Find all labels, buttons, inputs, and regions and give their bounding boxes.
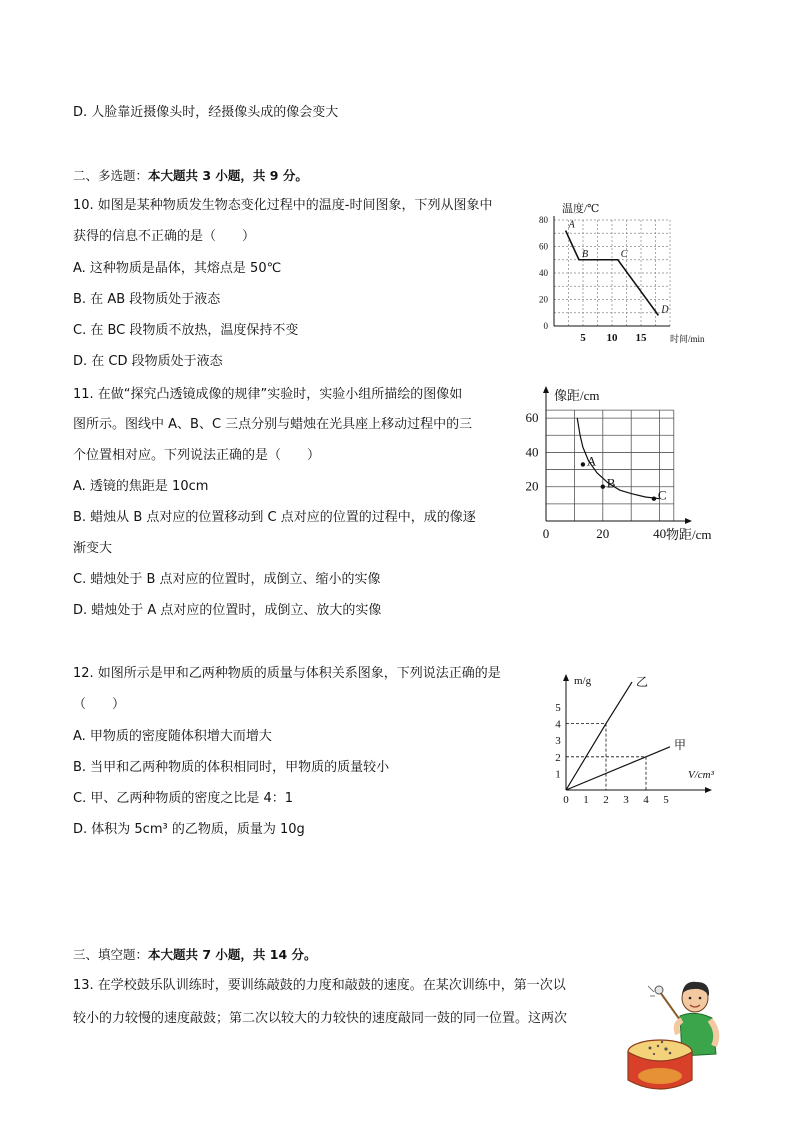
q12-stem-line2: （ ） xyxy=(73,697,126,712)
chart2-y-tick-label: 60 xyxy=(525,410,539,426)
chart3-xlabel: V/cm³ xyxy=(688,769,714,781)
chart2-y-tick-label: 40 xyxy=(525,444,539,460)
q10-option-a: A. 这种物质是晶体，其熔点是 50℃ xyxy=(73,261,282,276)
q11-option-b-line2: 渐变大 xyxy=(73,541,113,556)
chart2-y-arrow xyxy=(543,386,549,393)
chart2-y-tick-label: 20 xyxy=(525,478,539,494)
chart1-grid xyxy=(554,220,670,326)
section-2-heading xyxy=(73,167,308,185)
q11-stem-line3: 个位置相对应。下列说法正确的是（ ） xyxy=(73,448,321,463)
section-3-prefix: 三、填空题： xyxy=(73,947,149,962)
q12-option-c: C. 甲、乙两种物质的密度之比是 4：1 xyxy=(73,791,294,806)
chart1-point-label: D xyxy=(661,304,669,316)
drummer-boy-icon xyxy=(622,976,722,1100)
q11-option-b-line1: B. 蜡烛从 B 点对应的位置移动到 C 点对应的位置的过程中，成的像逐 xyxy=(73,510,476,525)
chart1-y-tick-label: 80 xyxy=(539,215,548,225)
chart1-y-tick-label: 0 xyxy=(543,321,548,331)
chart3-y-tick-label: 3 xyxy=(555,735,561,748)
chart2-x-arrow xyxy=(685,518,692,524)
chart1-point-label: A xyxy=(568,219,575,231)
chart3-series-line xyxy=(566,682,632,790)
chart3-ylabel: m/g xyxy=(574,675,592,687)
temperature-time-chart xyxy=(530,198,730,346)
q10-stem-line1: 10. 如图是某种物质发生物态变化过程中的温度-时间图象，下列从图象中 xyxy=(73,198,493,213)
chart3-x-arrow xyxy=(705,787,712,793)
q12-option-d: D. 体积为 5cm³ 的乙物质，质量为 10g xyxy=(73,822,305,837)
chart3-x-tick-label: 3 xyxy=(623,794,629,806)
chart3-x-tick-label: 5 xyxy=(663,794,669,806)
chart3-y-tick-label: 5 xyxy=(555,702,561,714)
q9-option-d: D. 人脸靠近摄像头时，经摄像头成的像会变大 xyxy=(73,105,339,120)
chart3-y-tick-label: 2 xyxy=(555,751,561,764)
chart3-y-arrow xyxy=(563,674,569,681)
chart1-point-label: C xyxy=(620,248,628,260)
q13-line2: 较小的力较慢的速度敲鼓；第二次以较大的力较快的速度敲同一鼓的同一位置。这两次 xyxy=(73,1011,568,1026)
mass-volume-chart xyxy=(548,668,728,810)
q10-option-c: C. 在 BC 段物质不放热，温度保持不变 xyxy=(73,323,299,338)
chart2-point-c xyxy=(652,497,656,501)
chart3-x-tick-label: 0 xyxy=(563,794,569,806)
q10-stem-line2: 获得的信息不正确的是（ ） xyxy=(73,229,256,244)
chart2-x-tick-label: 0 xyxy=(542,526,550,541)
q11-stem-line2: 图所示。图线中 A、B、C 三点分别与蜡烛在光具座上移动过程中的三 xyxy=(73,417,473,432)
chart1-y-tick-label: 40 xyxy=(539,268,548,278)
chart2-ylabel: 像距/cm xyxy=(554,388,600,403)
section-2-prefix: 二、多选题： xyxy=(73,168,149,183)
chart1-y-tick-label: 20 xyxy=(539,294,548,305)
chart1-x-tick-label: 5 xyxy=(580,332,586,344)
chart3-series-label: 乙 xyxy=(636,675,649,690)
section-2-bold: 本大题共 3 小题，共 9 分。 xyxy=(148,168,308,183)
chart3-y-tick-label: 1 xyxy=(555,768,561,781)
q11-option-c: C. 蜡烛处于 B 点对应的位置时，成倒立、缩小的实像 xyxy=(73,572,381,587)
q11-option-a: A. 透镜的焦距是 10cm xyxy=(73,479,209,494)
chart1-x-tick-label: 15 xyxy=(635,332,647,344)
q12-option-a: A. 甲物质的密度随体积增大而增大 xyxy=(73,729,272,744)
chart3-x-tick-label: 4 xyxy=(643,794,649,806)
chart2-grid xyxy=(546,410,674,521)
q13-line1: 13. 在学校鼓乐队训练时，要训练敲鼓的力度和敲鼓的速度。在某次训练中，第一次以 xyxy=(73,978,566,993)
chart2-point-label: B xyxy=(606,475,616,491)
chart1-y-tick-label: 60 xyxy=(539,241,548,252)
section-3-heading xyxy=(73,946,317,964)
chart3-series-line xyxy=(566,747,670,790)
chart1-x-tick-label: 10 xyxy=(606,332,618,344)
chart1-point-label: B xyxy=(581,248,589,260)
chart2-x-tick-label: 20 xyxy=(596,526,610,541)
chart2-x-tick-label: 40 xyxy=(653,526,667,541)
q12-option-b: B. 当甲和乙两种物质的体积相同时，甲物质的质量较小 xyxy=(73,760,390,775)
q10-option-b: B. 在 AB 段物质处于液态 xyxy=(73,292,221,307)
q11-option-d: D. 蜡烛处于 A 点对应的位置时，成倒立、放大的实像 xyxy=(73,603,382,618)
chart3-series-label: 甲 xyxy=(674,737,687,752)
chart3-x-tick-label: 2 xyxy=(603,794,609,806)
q10-option-d: D. 在 CD 段物质处于液态 xyxy=(73,354,223,369)
section-3-bold: 本大题共 7 小题，共 14 分。 xyxy=(148,947,317,962)
chart2-point-label: A xyxy=(586,453,597,469)
chart1-ylabel: 温度/℃ xyxy=(562,203,600,215)
chart2-point-b xyxy=(601,485,605,489)
chart3-y-tick-label: 4 xyxy=(555,718,561,731)
chart2-point-a xyxy=(581,462,585,466)
chart2-xlabel: 物距/cm xyxy=(666,527,712,542)
chart2-point-label: C xyxy=(657,487,667,503)
lens-image-chart xyxy=(510,384,750,544)
q12-stem-line1: 12. 如图所示是甲和乙两种物质的质量与体积关系图象，下列说法正确的是 xyxy=(73,666,501,681)
chart3-x-tick-label: 1 xyxy=(583,794,589,806)
q11-stem-line1: 11. 在做“探究凸透镜成像的规律”实验时，实验小组所描绘的图像如 xyxy=(73,387,463,402)
chart1-xlabel: 时间/min xyxy=(670,334,705,344)
